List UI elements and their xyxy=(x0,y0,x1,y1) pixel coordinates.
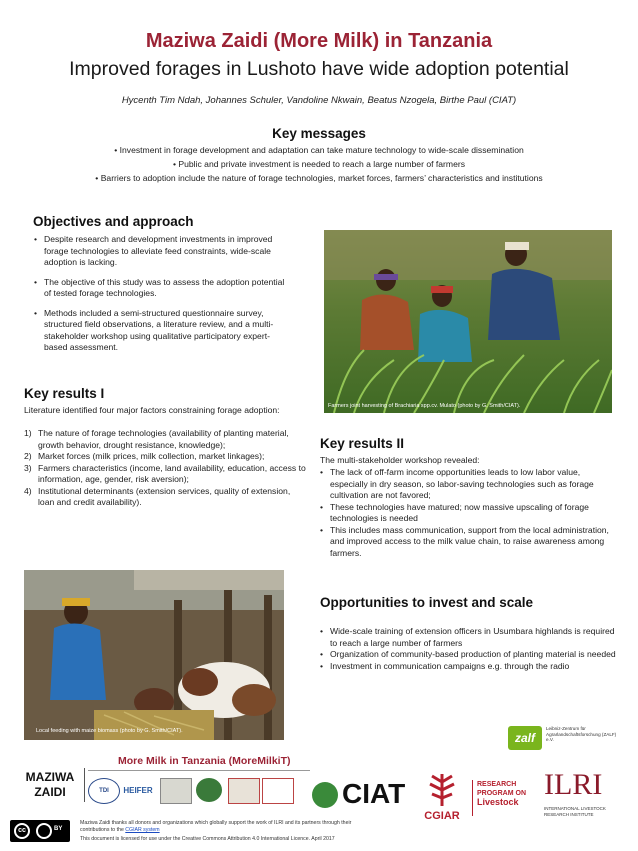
list-item: • This includes mass communication, support from the local administration, and improved access to the milk value chain, to raise awareness among farmers. xyxy=(318,525,610,560)
key-results-2-list xyxy=(318,467,610,559)
zalf-mark: zalf xyxy=(508,726,542,750)
crp-line1: RESEARCH xyxy=(477,781,517,788)
cc-by-label: BY xyxy=(54,826,63,832)
ciat-logo xyxy=(312,776,408,822)
list-item: • Methods included a semi-structured questionnaire survey, structured field observations, a literature review, and a multi-stakeholder workshop using qualitative participatory expert-based assessment. xyxy=(32,308,292,354)
partner-logo xyxy=(160,778,192,804)
farmers-photo-caption: Farmers joint harvesting of Brachiaria spp.cv. Mulato (photo by G. Smith/CIAT). xyxy=(328,403,521,409)
farmers-harvesting-photo xyxy=(324,230,612,413)
key-message-item: • Barriers to adoption include the nature of forage technologies, market forces, farmers’ characteristics and institutions xyxy=(95,173,543,183)
ilri-wordmark: ILRI xyxy=(544,768,603,801)
ilri-logo xyxy=(544,768,608,828)
poster-subtitle: Improved forages in Lushoto have wide adoption potential xyxy=(69,58,569,80)
maziwa-logo-line2: ZAIDI xyxy=(34,785,66,799)
list-item: 4) Institutional determinants (extension services, quality of extension, loan and credit availability). xyxy=(24,485,291,507)
cattle-feeding-photo xyxy=(24,570,284,740)
objectives-heading: Objectives and approach xyxy=(33,214,194,229)
poster-title: Maziwa Zaidi (More Milk) in Tanzania xyxy=(145,30,493,52)
list-item: • The objective of this study was to assess the adoption potential of tested forage technologies. xyxy=(32,277,292,300)
crp-small-logo xyxy=(262,778,294,804)
license-text: This document is licensed for use under the Creative Commons Attribution 4.0 International Licence. April 2017 xyxy=(80,836,335,842)
key-messages-heading: Key messages xyxy=(272,126,366,141)
cgiar-leaf-icon xyxy=(426,772,458,808)
crp-line3: Livestock xyxy=(477,797,519,807)
key-results-2-heading: Key results II xyxy=(320,436,405,451)
opportunities-heading: Opportunities to invest and scale xyxy=(320,595,534,610)
zalf-logo xyxy=(508,722,618,758)
ilri-tagline: INTERNATIONAL LIVESTOCK RESEARCH INSTITUTE xyxy=(544,806,606,817)
cattle-photo-caption: Local feeding with maize biomass (photo by G. Smith/CIAT). xyxy=(36,728,183,734)
farmers-photo-illustration xyxy=(324,230,612,413)
objectives-list xyxy=(32,234,292,354)
partner-emblem-logo xyxy=(196,778,222,802)
cgiar-wordmark: CGIAR xyxy=(424,810,460,822)
attribution-icon xyxy=(36,823,52,839)
tdi-logo: TDI xyxy=(88,778,120,804)
ciat-wordmark: CIAT xyxy=(342,778,406,809)
list-item: • Wide-scale training of extension officers in Usumbara highlands is required to reach a large number of farmers xyxy=(318,626,623,649)
cgiar-small-logo xyxy=(228,778,260,804)
cc-icon: cc xyxy=(14,823,30,839)
key-results-1-intro: Literature identified four major factors constraining forage adoption: xyxy=(24,405,280,415)
program-title: More Milk in Tanzania (MoreMilkiT) xyxy=(118,755,291,767)
list-item: 1) The nature of forage technologies (availability of planting material, growth behavior, drought resistance, knowledge); xyxy=(24,428,289,450)
list-item: • Investment in communication campaigns e.g. through the radio xyxy=(318,661,623,673)
cc-by-badge xyxy=(10,820,70,842)
list-item: • The lack of off-farm income opportunities leads to low labor value, especially in dry season, so labor-saving technologies such as forage cultivation are not favored; xyxy=(318,467,610,502)
acknowledgement-text: Maziwa Zaidi thanks all donors and organizations which globally support the work of ILRI and its partners through their contributions to the CGIAR system This document is licensed for use under the Creative Commons Attribution 4.0 International Licence. April 2017 xyxy=(80,820,370,843)
ciat-globe-icon xyxy=(312,782,338,808)
cattle-photo-illustration xyxy=(24,570,284,740)
authors: Hycenth Tim Ndah, Johannes Schuler, Vandoline Nkwain, Beatus Nzogela, Birthe Paul (CIAT) xyxy=(121,95,517,106)
logo-divider xyxy=(84,768,85,802)
list-item: • Organization of community-based production of planting material is needed xyxy=(318,649,623,661)
program-title-rule xyxy=(88,770,310,771)
cgiar-logo xyxy=(414,772,470,826)
heifer-logo: HEIFER xyxy=(123,785,153,795)
crp-livestock-logo xyxy=(472,780,539,816)
key-message-item: • Investment in forage development and adaptation can take mature technology to wide-scale dissemination xyxy=(114,145,524,155)
list-item: 2) Market forces (milk prices, milk collection, market linkages); xyxy=(24,451,265,461)
key-results-1-list xyxy=(24,428,306,509)
key-message-item: • Public and private investment is needed to reach a large number of farmers xyxy=(172,159,466,169)
list-item: • Despite research and development investments in improved forage technologies to alleviate feed constraints, wide-scale adoption is lacking. xyxy=(32,234,292,269)
cgiar-system-link[interactable]: CGIAR system xyxy=(125,827,160,833)
list-item: 3) Farmers characteristics (income, land availability, education, access to information, age, gender, risk aversion); xyxy=(24,462,306,484)
zalf-text: Leibniz-Zentrum für Agrarlandschaftsforschung (ZALF) e.V. xyxy=(546,726,617,743)
crp-line2: PROGRAM ON xyxy=(477,790,526,797)
maziwa-logo-line1: MAZIWA xyxy=(25,770,75,784)
key-results-1-heading: Key results I xyxy=(24,386,105,401)
maziwa-zaidi-logo xyxy=(20,765,80,805)
key-results-2-intro: The multi-stakeholder workshop revealed: xyxy=(320,455,480,465)
list-item: • These technologies have matured; now massive upscaling of forage technologies is needed xyxy=(318,502,610,525)
opportunities-list xyxy=(318,626,623,672)
